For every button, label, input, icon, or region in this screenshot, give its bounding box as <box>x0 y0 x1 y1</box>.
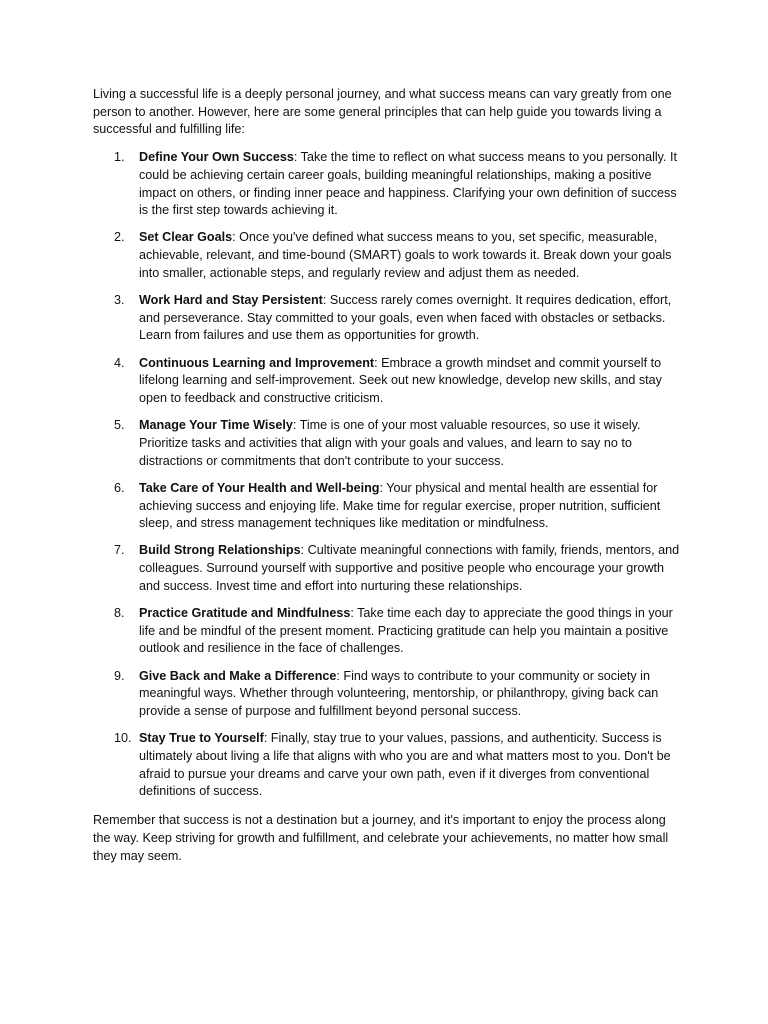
principle-item <box>93 542 683 595</box>
principle-item <box>93 292 683 345</box>
principle-item <box>93 355 683 408</box>
principle-number: 4. <box>114 355 125 370</box>
intro-paragraph: Living a successful life is a deeply personal journey, and what success means can vary greatly from one person to another. However, here are some general principles that can help guide you towards living a successful and fulfilling life: <box>93 87 672 137</box>
principle-item <box>93 480 683 533</box>
principle-number: 6. <box>114 480 125 495</box>
principle-text: : Find ways to contribute to your community or society in meaningful ways. Whether through volunteering, mentorship, or philanthropy, giving back can provide a sense of purpose and fulfillment beyond personal success. <box>139 668 659 719</box>
principle-number: 3. <box>114 293 125 308</box>
principle-item <box>93 605 683 658</box>
principle-title: Set Clear Goals <box>139 230 233 245</box>
principle-text: : Time is one of your most valuable resources, so use it wisely. Prioritize tasks and activities that align with your goals and values, and learn to say no to distractions or commitments that don't contribute to your success. <box>139 418 641 468</box>
principle-text: : Your physical and mental health are essential for achieving success and enjoying life. Make time for regular exercise, proper nutrition, sufficient sleep, and stress management techniques like meditation or mindfulness. <box>139 480 661 531</box>
closing-paragraph: Remember that success is not a destination but a journey, and it's important to enjoy the process along the way. Keep striving for growth and fulfillment, and celebrate your achievements, no matter how small they may seem. <box>93 813 669 863</box>
principle-number: 1. <box>114 150 125 165</box>
principle-text: : Take the time to reflect on what success means to you personally. It could be achieving certain career goals, building meaningful relationships, making a positive impact on others, or finding inner peace and happiness. Clarifying your own definition of success is the first step towards achieving it. <box>139 150 678 218</box>
principle-item <box>93 417 683 470</box>
principle-title: Continuous Learning and Improvement <box>139 355 375 370</box>
principle-number: 7. <box>114 543 125 558</box>
principle-title: Define Your Own Success <box>139 150 294 165</box>
principle-title: Work Hard and Stay Persistent <box>139 293 323 308</box>
principle-item <box>93 229 683 282</box>
principle-title: Stay True to Yourself <box>139 731 264 746</box>
document-body <box>93 86 683 865</box>
principle-title: Take Care of Your Health and Well-being <box>139 480 380 495</box>
principle-text: : Cultivate meaningful connections with family, friends, mentors, and colleagues. Surround yourself with supportive and positive people who encourage your growth and success. Invest time and effort into nurturing these relationships. <box>139 543 680 593</box>
principle-title: Manage Your Time Wisely <box>139 418 293 433</box>
principle-number: 2. <box>114 230 125 245</box>
principles-list-wrapper <box>93 149 683 801</box>
principle-number: 5. <box>114 418 125 433</box>
principle-title: Give Back and Make a Difference <box>139 668 337 683</box>
principle-text: : Finally, stay true to your values, passions, and authenticity. Success is ultimately about living a life that aligns with who you are and what matters most to you. Don't be afraid to pursue your dreams and carve your own path, even if it diverges from conventional definitions of success. <box>139 731 671 799</box>
principle-text: : Embrace a growth mindset and commit yourself to lifelong learning and self-improvement. Seek out new knowledge, develop new skills, and stay open to feedback and constructive criticism. <box>139 355 662 406</box>
principle-number: 9. <box>114 668 125 683</box>
principles-list <box>93 149 683 801</box>
principle-item <box>93 730 683 801</box>
principle-item <box>93 668 683 721</box>
principle-text: : Success rarely comes overnight. It requires dedication, effort, and perseverance. Stay committed to your goals, even when faced with obstacles or setbacks. Learn from failures and use them as opportunities for growth. <box>139 293 672 343</box>
principle-title: Practice Gratitude and Mindfulness <box>139 606 351 621</box>
principle-number: 10. <box>114 731 132 746</box>
principle-title: Build Strong Relationships <box>139 543 301 558</box>
principle-text: : Take time each day to appreciate the good things in your life and be mindful of the present moment. Practicing gratitude can help you maintain a positive outlook and resilience in the face of challenges. <box>139 606 673 656</box>
principle-number: 8. <box>114 606 125 621</box>
principle-text: : Once you've defined what success means to you, set specific, measurable, achievable, relevant, and time-bound (SMART) goals to work towards it. Break down your goals into smaller, actionable steps, and regularly review and adjust them as needed. <box>139 230 672 280</box>
principle-item <box>93 149 683 220</box>
